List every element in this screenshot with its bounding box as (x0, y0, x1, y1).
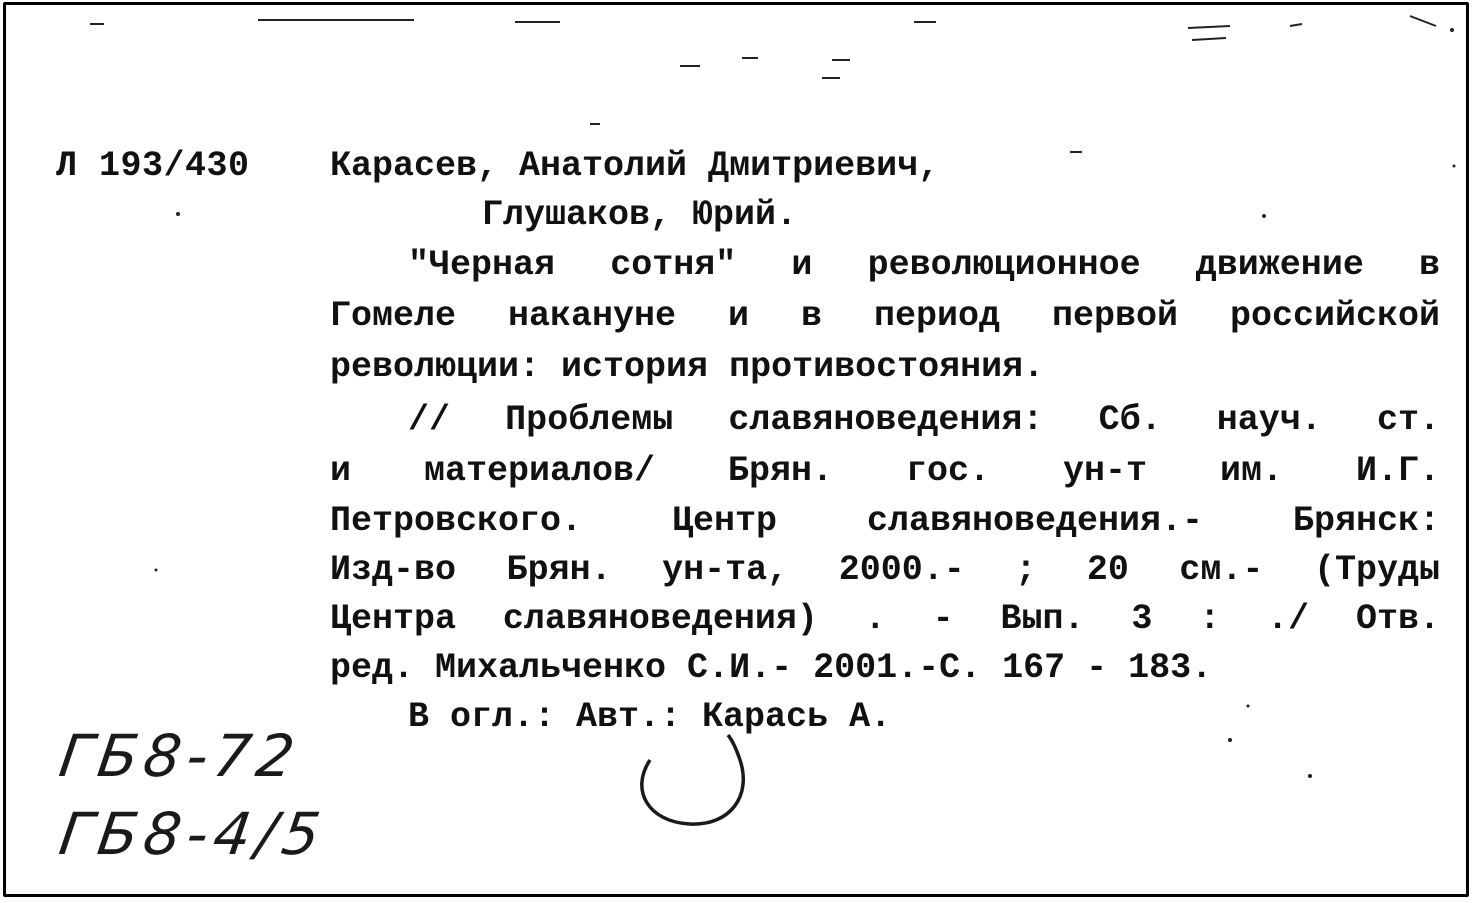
title-line-2: Гомеле накануне и в период первой российской (330, 296, 1440, 336)
source-line-3: Петровского. Центр славяноведения.- Брянск: (330, 501, 1440, 541)
handwritten-note-1: ГБ8-72 (55, 722, 305, 790)
source-line-5: Центра славяноведения) . - Вып. 3 : ./ Отв. (330, 599, 1440, 639)
handwritten-note-2: ГБ8-4/5 (55, 800, 331, 868)
author-line-1: Карасев, Анатолий Дмитриевич, (330, 146, 940, 186)
author-line-2: Глушаков, Юрий. (482, 195, 798, 235)
source-line-2: и материалов/ Брян. гос. ун-т им. И.Г. (330, 451, 1440, 491)
source-line-4: Изд-во Брян. ун-та, 2000.- ; 20 см.- (Труды (330, 550, 1440, 590)
contents-note: В огл.: Авт.: Карась А. (408, 697, 892, 737)
source-line-1: // Проблемы славяноведения: Сб. науч. ст. (408, 400, 1440, 440)
source-line-6: ред. Михальченко С.И.- 2001.-С. 167 - 183. (330, 648, 1213, 688)
shelfmark: Л 193/430 (56, 146, 250, 186)
title-line-1: "Черная сотня" и революционное движение в (408, 245, 1440, 285)
title-line-3: революции: история противостояния. (330, 347, 1045, 387)
